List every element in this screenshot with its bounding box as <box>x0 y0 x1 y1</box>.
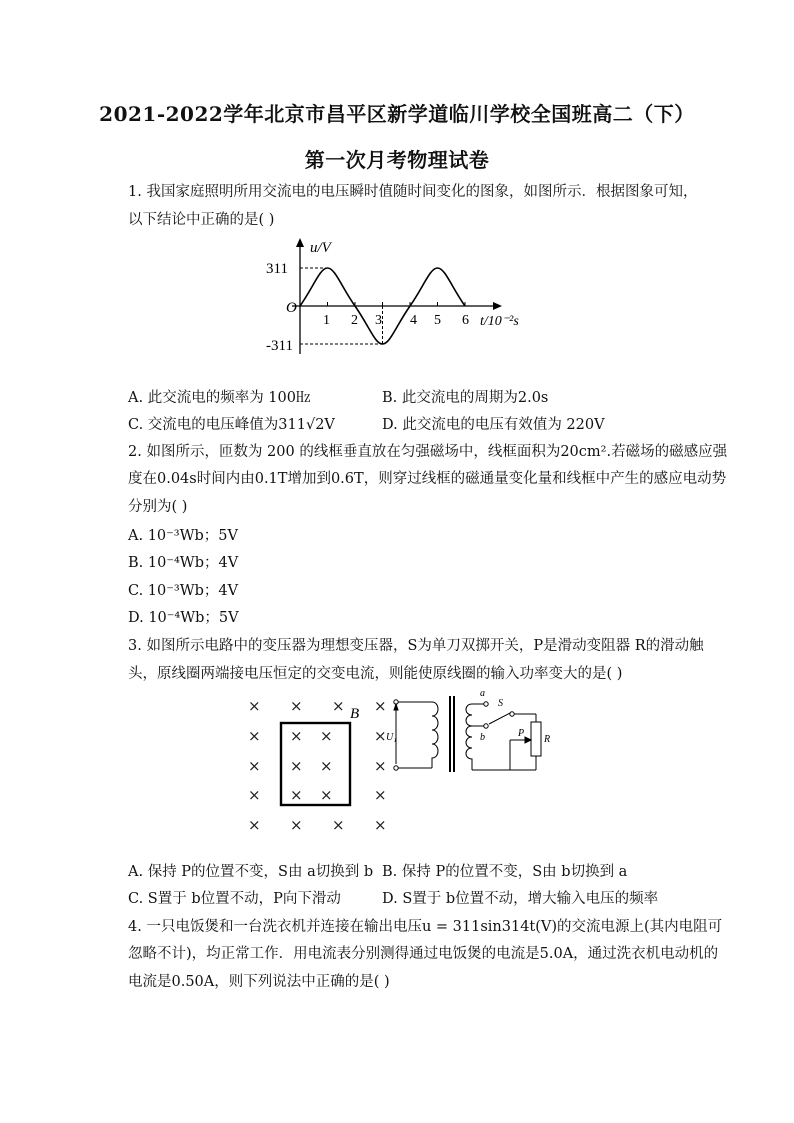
q1-option-a: A. 此交流电的频率为 100㎐ <box>128 390 311 406</box>
svg-text:×: × <box>248 697 261 715</box>
page-title: 2021-2022学年北京市昌平区新学道临川学校全国班高二（下） <box>99 102 695 126</box>
svg-text:×: × <box>332 816 345 834</box>
q2-text-line3: 分别为( ) <box>128 499 188 515</box>
q2-option-b: B. 10⁻⁴Wb；4V <box>128 555 239 571</box>
svg-text:×: × <box>290 786 303 804</box>
svg-text:×: × <box>332 697 345 715</box>
q2-text-line2: 度在0.04s时间内由0.1T增加到0.6T，则穿过线框的磁通量变化量和线框中产生的感应电动势 <box>128 471 727 487</box>
q1-option-d: D. 此交流电的电压有效值为 220V <box>382 417 605 433</box>
graph-x-tick: 3 <box>375 313 382 328</box>
graph-y-bottom-label: -311 <box>266 338 293 354</box>
svg-text:×: × <box>374 786 387 804</box>
q1-text-line1: 1. 我国家庭照明所用交流电的电压瞬时值随时间变化的图象，如图所示．根据图象可知， <box>128 184 698 200</box>
graph-origin-label: O <box>286 300 297 316</box>
q3-magnetic-field-figure <box>240 694 392 836</box>
circuit-a-label: a <box>480 690 485 699</box>
q1-option-c: C. 交流电的电压峰值为311√2V <box>128 417 335 433</box>
circuit-b-label: b <box>480 732 485 743</box>
svg-text:×: × <box>248 816 261 834</box>
q4-text-line2: 忽略不计)，均正常工作．用电流表分别测得通过电饭煲的电流是5.0A，通过洗衣机电动机的 <box>128 946 719 962</box>
q2-option-d: D. 10⁻⁴Wb；5V <box>128 610 239 626</box>
page-subtitle: 第一次月考物理试卷 <box>304 148 490 172</box>
q4-text-line3: 电流是0.50A，则下列说法中正确的是( ) <box>128 974 390 990</box>
svg-text:×: × <box>320 727 333 745</box>
graph-x-tick: 1 <box>323 313 330 328</box>
q3-option-d: D. S置于 b位置不动，增大输入电压的频率 <box>382 891 659 907</box>
svg-text:×: × <box>374 757 387 775</box>
q3-option-a: A. 保持 P的位置不变，S由 a切换到 b <box>128 864 374 880</box>
circuit-r-label: R <box>544 734 551 745</box>
svg-text:×: × <box>374 727 387 745</box>
graph-x-label: t/10⁻²s <box>480 314 519 329</box>
svg-text:×: × <box>290 816 303 834</box>
q2-option-a: A. 10⁻³Wb；5V <box>128 528 238 544</box>
q4-text-line1: 4. 一只电饭煲和一台洗衣机并连接在输出电压u = 311sin314t(V)的交流电源上(其内电阻可 <box>128 919 723 935</box>
svg-text:×: × <box>290 697 303 715</box>
q3-text-line2: 头，原线圈两端接电压恒定的交变电流，则能使原线圈的输入功率变大的是( ) <box>128 666 623 682</box>
svg-text:×: × <box>374 697 387 715</box>
svg-text:×: × <box>320 757 333 775</box>
graph-x-tick: 4 <box>410 313 417 328</box>
q2-option-c: C. 10⁻³Wb；4V <box>128 583 239 599</box>
circuit-u1-label: U₁ <box>386 732 397 743</box>
svg-text:×: × <box>248 727 261 745</box>
q3-option-c: C. S置于 b位置不动，P向下滑动 <box>128 891 341 907</box>
graph-y-label: u/V <box>310 240 331 256</box>
q1-option-b: B. 此交流电的周期为2.0s <box>382 390 549 406</box>
q2-text-line1: 2. 如图所示，匝数为 200 的线框垂直放在匀强磁场中，线框面积为20cm².若磁场的磁感应强 <box>128 444 728 460</box>
svg-text:×: × <box>290 757 303 775</box>
graph-x-tick: 2 <box>351 313 358 328</box>
svg-text:×: × <box>290 727 303 745</box>
graph-x-tick: 5 <box>434 313 441 328</box>
q1-text-line2: 以下结论中正确的是( ) <box>128 212 275 228</box>
svg-text:×: × <box>248 786 261 804</box>
svg-text:×: × <box>374 816 387 834</box>
circuit-p-label: P <box>518 728 525 739</box>
circuit-s-label: S <box>498 698 503 709</box>
q1-voltage-graph <box>262 236 542 358</box>
q3-text-line1: 3. 如图所示电路中的变压器为理想变压器，S为单刀双掷开关，P是滑动变阻器 R的滑动触 <box>128 638 704 654</box>
field-b-label: B <box>350 706 360 722</box>
q3-transformer-circuit <box>386 690 554 776</box>
graph-y-top-label: 311 <box>266 261 288 277</box>
graph-x-tick: 6 <box>462 313 469 328</box>
svg-text:×: × <box>248 757 261 775</box>
q3-option-b: B. 保持 P的位置不变，S由 b切换到 a <box>382 864 628 880</box>
svg-text:×: × <box>320 786 333 804</box>
